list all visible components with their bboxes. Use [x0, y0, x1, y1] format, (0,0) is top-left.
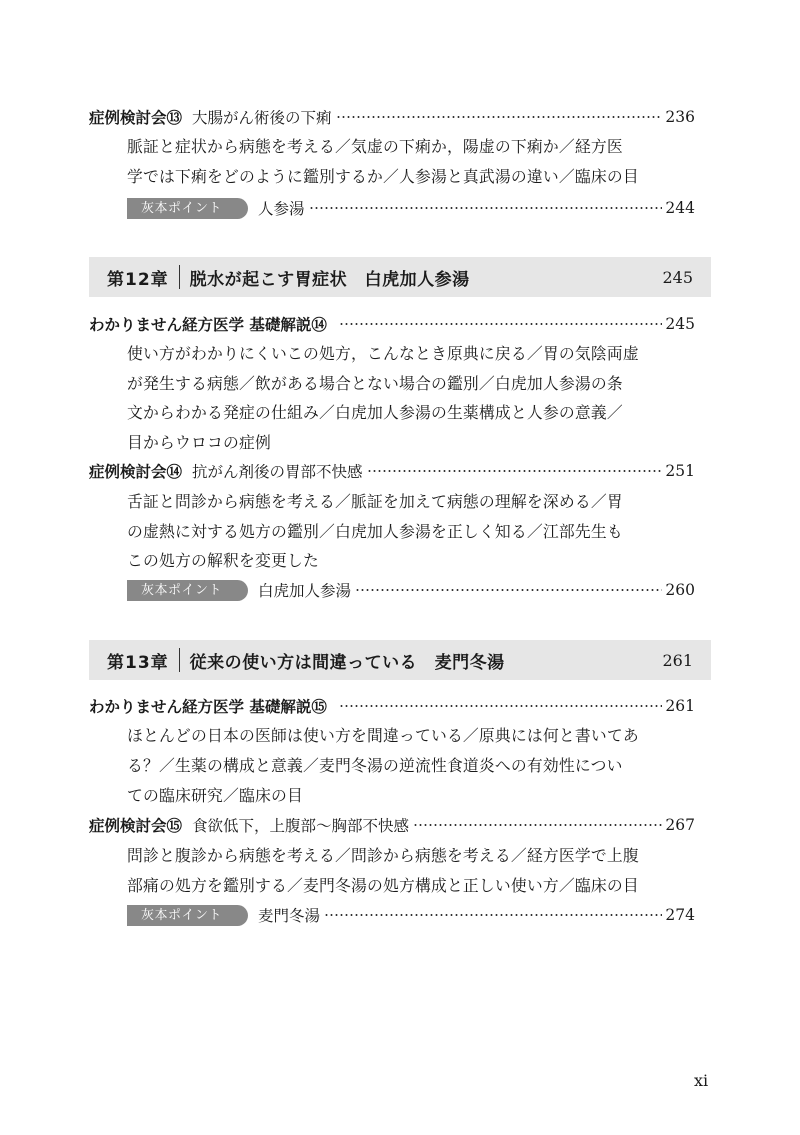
toc-entry-case-15[interactable]	[89, 810, 695, 840]
point-title: 白虎加人参湯	[258, 582, 352, 600]
case-label: 症例検討会⑬	[89, 109, 183, 127]
basic-description-line: が発生する病態／飲がある場合とない場合の鑑別／白虎加人参湯の条	[127, 374, 623, 393]
chapter-13-header[interactable]	[89, 640, 711, 680]
page-number: 244	[665, 199, 695, 217]
page-number: 267	[665, 816, 695, 834]
page-number: 260	[665, 581, 695, 599]
toc-entry-point[interactable]	[127, 193, 695, 223]
page-number: 245	[665, 315, 695, 333]
toc-entry-case-13[interactable]	[89, 102, 695, 132]
basic-description-line: 使い方がわかりにくいこの処方，こんなとき原典に戻る／胃の気陰両虚	[127, 344, 639, 363]
chapter-12-header[interactable]	[89, 257, 711, 297]
chapter-title: 従来の使い方は間違っている 麦門冬湯	[189, 652, 505, 673]
dot-leader	[336, 116, 663, 118]
page-number: 274	[665, 906, 695, 924]
page-folio: xi	[694, 1071, 709, 1090]
toc-entry-basic-15[interactable]	[89, 691, 695, 721]
case-description-line: 舌証と問診から病態を考える／脈証を加えて病態の理解を深める／胃	[127, 492, 623, 511]
case-description-line: 問診と腹診から病態を考える／問診から病態を考える／経方医学で上腹	[127, 846, 639, 865]
point-badge: 灰本ポイント	[127, 580, 248, 601]
dot-leader	[355, 589, 662, 591]
dot-leader	[339, 705, 663, 707]
toc-entry-case-14[interactable]	[89, 456, 695, 486]
basic-label: わかりません経方医学 基礎解説⑮	[89, 698, 327, 716]
dot-leader	[339, 323, 663, 325]
case-title: 抗がん剤後の胃部不快感	[192, 463, 363, 481]
basic-description-line: ての臨床研究／臨床の目	[127, 786, 303, 805]
point-badge: 灰本ポイント	[127, 905, 248, 926]
page-number: 236	[665, 108, 695, 126]
chapter-divider	[179, 265, 180, 289]
dot-leader	[367, 470, 663, 472]
basic-description-line: ほとんどの日本の医師は使い方を間違っている／原典には何と書いてあ	[127, 726, 639, 745]
chapter-number: 第13章	[107, 652, 169, 673]
basic-description-line: 文からわかる発症の仕組み／白虎加人参湯の生薬構成と人参の意義／	[127, 403, 623, 422]
chapter-page: 245	[662, 267, 693, 287]
toc-entry-point[interactable]	[127, 900, 695, 930]
basic-description-line: る？／生薬の構成と意義／麦門冬湯の逆流性食道炎への有効性につい	[127, 756, 623, 775]
page-number: 261	[665, 697, 695, 715]
dot-leader	[413, 824, 662, 826]
point-badge: 灰本ポイント	[127, 198, 248, 219]
chapter-divider	[179, 648, 180, 672]
point-title: 人参湯	[258, 200, 305, 218]
page-number: 251	[665, 462, 695, 480]
chapter-title: 脱水が起こす胃症状 白虎加人参湯	[189, 269, 470, 290]
toc-entry-basic-14[interactable]	[89, 309, 695, 339]
case-title: 食欲低下，上腹部〜胸部不快感	[192, 817, 410, 835]
basic-description-line: 目からウロコの症例	[127, 433, 271, 452]
case-description-line: この処方の解釈を変更した	[127, 551, 319, 570]
case-label: 症例検討会⑭	[89, 463, 183, 481]
case-label: 症例検討会⑮	[89, 817, 183, 835]
point-title: 麦門冬湯	[258, 907, 321, 925]
chapter-page: 261	[662, 650, 693, 670]
basic-label: わかりません経方医学 基礎解説⑭	[89, 316, 327, 334]
chapter-number: 第12章	[107, 269, 169, 290]
case-description-line: 学では下痢をどのように鑑別するか／人参湯と真武湯の違い／臨床の目	[127, 167, 639, 186]
case-description-line: 脈証と症状から病態を考える／気虚の下痢か，陽虚の下痢か／経方医	[127, 137, 623, 156]
dot-leader	[324, 914, 662, 916]
case-description-line: 部痛の処方を鑑別する／麦門冬湯の処方構成と正しい使い方／臨床の目	[127, 876, 639, 895]
toc-entry-point[interactable]	[127, 575, 695, 605]
case-description-line: の虚熱に対する処方の鑑別／白虎加人参湯を正しく知る／江部先生も	[127, 522, 623, 541]
dot-leader	[309, 207, 663, 209]
case-title: 大腸がん術後の下痢	[192, 109, 332, 127]
